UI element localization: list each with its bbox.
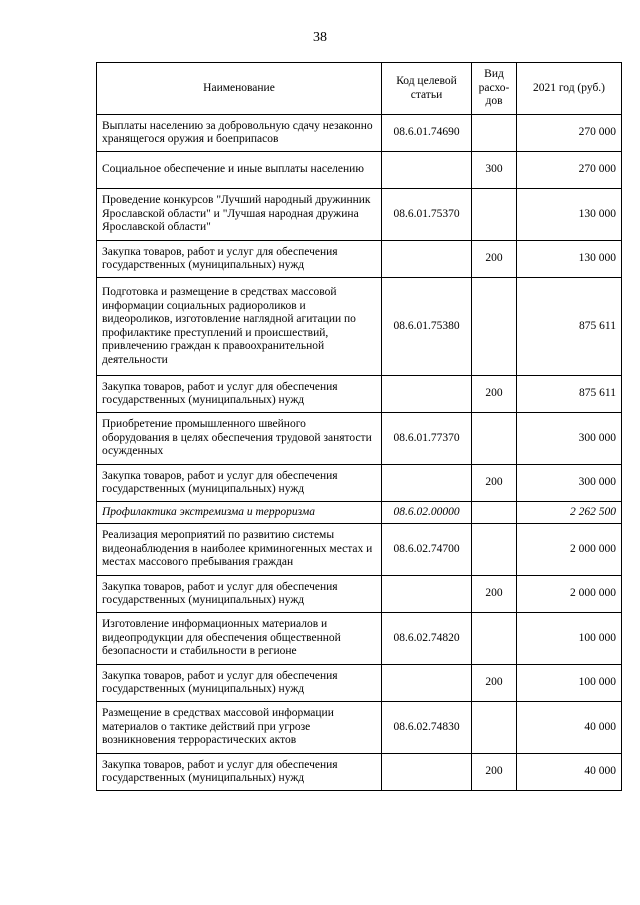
cell-name: Реализация мероприятий по развитию системы видеонаблюдения в наиболее криминогенных местах и местах массового пребывания граждан: [97, 524, 382, 576]
table-row: [97, 576, 622, 613]
cell-code: 08.6.01.75380: [382, 278, 472, 376]
table-row: [97, 241, 622, 278]
cell-name: Выплаты населению за добровольную сдачу незаконно хранящегося оружия и боеприпасов: [97, 115, 382, 152]
cell-type: 200: [472, 376, 517, 413]
cell-name: Закупка товаров, работ и услуг для обеспечения государственных (муниципальных) нужд: [97, 465, 382, 502]
cell-type: [472, 189, 517, 241]
cell-type: [472, 115, 517, 152]
cell-type: 200: [472, 465, 517, 502]
cell-code: [382, 576, 472, 613]
cell-sum: 100 000: [517, 613, 622, 665]
header-code: Код целевой статьи: [382, 63, 472, 115]
cell-code: [382, 241, 472, 278]
cell-code: [382, 465, 472, 502]
page-number: 38: [313, 30, 327, 45]
cell-type: 200: [472, 576, 517, 613]
cell-sum: 270 000: [517, 115, 622, 152]
header-type: Вид расхо-дов: [472, 63, 517, 115]
table-row: [97, 665, 622, 702]
cell-sum: 40 000: [517, 754, 622, 791]
cell-sum: 300 000: [517, 413, 622, 465]
budget-table: [96, 62, 622, 791]
table-row: [97, 465, 622, 502]
cell-code: 08.6.02.74700: [382, 524, 472, 576]
table-header-row: [97, 63, 622, 115]
cell-code: 08.6.01.77370: [382, 413, 472, 465]
cell-type: [472, 278, 517, 376]
cell-name: Закупка товаров, работ и услуг для обеспечения государственных (муниципальных) нужд: [97, 754, 382, 791]
cell-type: 200: [472, 754, 517, 791]
header-sum: 2021 год (руб.): [517, 63, 622, 115]
table-row: [97, 502, 622, 524]
cell-name: Подготовка и размещение в средствах массовой информации социальных радиороликов и видеороликов, изготовление наглядной агитации по профилактике преступлений и происшествий, привлечению граждан к правоохранительной деятельности: [97, 278, 382, 376]
cell-name: Закупка товаров, работ и услуг для обеспечения государственных (муниципальных) нужд: [97, 376, 382, 413]
cell-name: Социальное обеспечение и иные выплаты населению: [97, 152, 382, 189]
cell-sum: 100 000: [517, 665, 622, 702]
cell-type: 200: [472, 665, 517, 702]
cell-code: 08.6.01.75370: [382, 189, 472, 241]
table-row: [97, 115, 622, 152]
cell-code: 08.6.02.74820: [382, 613, 472, 665]
cell-name: Закупка товаров, работ и услуг для обеспечения государственных (муниципальных) нужд: [97, 576, 382, 613]
cell-code: 08.6.02.00000: [382, 502, 472, 524]
cell-name: Закупка товаров, работ и услуг для обеспечения государственных (муниципальных) нужд: [97, 665, 382, 702]
cell-sum: 130 000: [517, 241, 622, 278]
table-row: [97, 754, 622, 791]
table-row: [97, 376, 622, 413]
table-body: [97, 115, 622, 791]
cell-sum: 2 000 000: [517, 576, 622, 613]
cell-sum: 2 262 500: [517, 502, 622, 524]
cell-type: 300: [472, 152, 517, 189]
cell-sum: 40 000: [517, 702, 622, 754]
cell-code: 08.6.02.74830: [382, 702, 472, 754]
cell-type: [472, 524, 517, 576]
cell-type: [472, 413, 517, 465]
cell-sum: 130 000: [517, 189, 622, 241]
cell-type: [472, 613, 517, 665]
cell-sum: 270 000: [517, 152, 622, 189]
cell-code: [382, 754, 472, 791]
cell-code: [382, 152, 472, 189]
cell-type: [472, 702, 517, 754]
cell-sum: 875 611: [517, 278, 622, 376]
cell-code: [382, 665, 472, 702]
table-row: [97, 189, 622, 241]
cell-name: Изготовление информационных материалов и видеопродукции для обеспечения общественной безопасности и стабильности в регионе: [97, 613, 382, 665]
cell-code: 08.6.01.74690: [382, 115, 472, 152]
table-row: [97, 702, 622, 754]
cell-type: [472, 502, 517, 524]
cell-name: Размещение в средствах массовой информации материалов о тактике действий при угрозе возникновения террорастических актов: [97, 702, 382, 754]
cell-code: [382, 376, 472, 413]
cell-name: Профилактика экстремизма и терроризма: [97, 502, 382, 524]
table-row: [97, 613, 622, 665]
table-row: [97, 524, 622, 576]
table-row: [97, 152, 622, 189]
cell-sum: 300 000: [517, 465, 622, 502]
table-row: [97, 413, 622, 465]
cell-name: Проведение конкурсов "Лучший народный дружинник Ярославской области" и "Лучшая народная дружина Ярославской области": [97, 189, 382, 241]
table-row: [97, 278, 622, 376]
cell-name: Приобретение промышленного швейного оборудования в целях обеспечения трудовой занятости осужденных: [97, 413, 382, 465]
cell-type: 200: [472, 241, 517, 278]
header-name: Наименование: [97, 63, 382, 115]
cell-sum: 875 611: [517, 376, 622, 413]
cell-sum: 2 000 000: [517, 524, 622, 576]
cell-name: Закупка товаров, работ и услуг для обеспечения государственных (муниципальных) нужд: [97, 241, 382, 278]
